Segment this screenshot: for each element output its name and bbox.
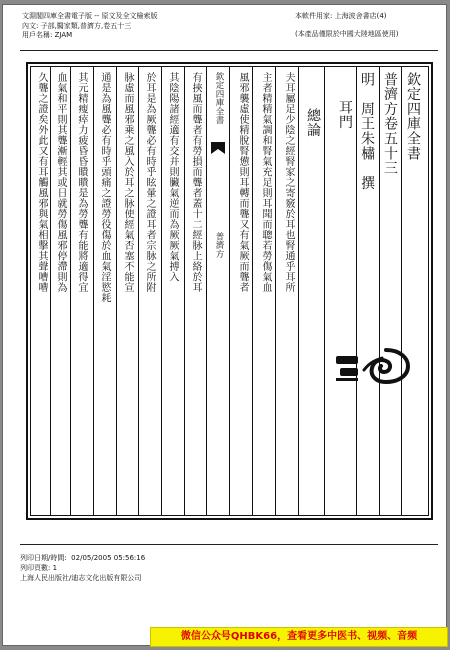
print-date-value: 02/05/2005 05:56:16 — [71, 554, 146, 562]
header-title: 文淵閣四庫全書電子版 -- 原文及全文檢索版 — [22, 12, 158, 20]
header-divider — [20, 50, 438, 51]
gutter-rule-left — [206, 66, 207, 516]
book-title: 欽定四庫全書 — [405, 72, 421, 161]
header-content-path: 內文: 子部,醫家類,普濟方,卷五十三 — [22, 21, 132, 30]
column-rule — [298, 66, 299, 516]
watermark-banner: 微信公众号QHBK66，查看更多中医书、视频、音频 — [150, 627, 448, 647]
text-column: 有挾風而聾者有勞損而聾者蓋十二經脉上絡於耳 — [190, 72, 201, 293]
column-rule — [324, 66, 325, 516]
text-column: 通是為風聾必有時乎頭痛之證勞役傷於血氣淫慾耗 — [99, 72, 110, 303]
section-heading: 耳門 — [337, 100, 353, 130]
print-date-label: 列印日期/時間: — [20, 554, 67, 562]
column-rule — [184, 66, 185, 516]
text-column: 於耳是為厥聾必有時乎眩暈之證耳者宗脉之所附 — [144, 72, 155, 293]
gutter-rule-right — [229, 66, 230, 516]
column-rule — [252, 66, 253, 516]
text-column: 久聾之證矣外此又有耳觸風邪與氣相擊其聲嘈嘈 — [36, 72, 47, 293]
text-column: 夫耳屬足少陰之經腎家之寄竅於耳也腎通乎耳所 — [283, 72, 294, 293]
author-line: 明 周王朱橚 撰 — [359, 72, 375, 191]
fishtail-mark-icon — [210, 142, 226, 156]
header-region-note: (本產品僅限於中國大陸地區使用) — [295, 29, 399, 38]
volume-title: 普濟方卷五十三 — [382, 72, 398, 176]
column-rule — [138, 66, 139, 516]
column-rule — [401, 66, 402, 516]
text-column: 其陰陽諸經適有交并則臟氣逆而為厥厥氣搏入 — [167, 72, 178, 282]
print-pages-value: 1 — [52, 564, 58, 572]
publisher-logo-icon — [334, 346, 416, 386]
text-column: 其元精瘦瘁力疲昏昏瞶瞶是為勞聾有能將適得宜 — [76, 72, 87, 293]
text-column: 主者精精氣調和腎氣充足則耳聞而聰若勞傷氣血 — [260, 72, 271, 293]
column-rule — [356, 66, 357, 516]
document-header-right — [295, 12, 398, 39]
footer-divider — [20, 544, 438, 545]
document-header-left — [22, 12, 158, 41]
text-column: 脉虛而風邪乘之風入於耳之脉使經氣否塞不能宣 — [122, 72, 133, 293]
gutter-book-title: 欽定四庫全書 — [214, 72, 224, 125]
gutter-book-subtitle: 普濟方 — [214, 232, 224, 259]
column-rule — [116, 66, 117, 516]
publisher-name: 上海人民出版社/迪志文化出版有限公司 — [20, 574, 142, 582]
column-rule — [275, 66, 276, 516]
column-rule — [93, 66, 94, 516]
column-rule — [161, 66, 162, 516]
column-rule — [379, 66, 380, 516]
column-rule — [50, 66, 51, 516]
column-rule — [70, 66, 71, 516]
publisher-line — [20, 573, 141, 584]
subsection-heading: 總論 — [305, 108, 321, 138]
text-column: 風邪襲虛使精脫腎憊則耳轉而聾又有氣厥而聾者 — [237, 72, 248, 293]
text-column: 血氣和平則其聾漸輕其或日就勞傷風邪停滯則為 — [55, 72, 66, 293]
header-licensee: 本軟件用家: 上海波舍書店(4) — [295, 12, 387, 20]
header-username: 用戶名稱: ZJAM — [22, 31, 73, 39]
print-pages-label: 列印頁數: — [20, 564, 51, 572]
